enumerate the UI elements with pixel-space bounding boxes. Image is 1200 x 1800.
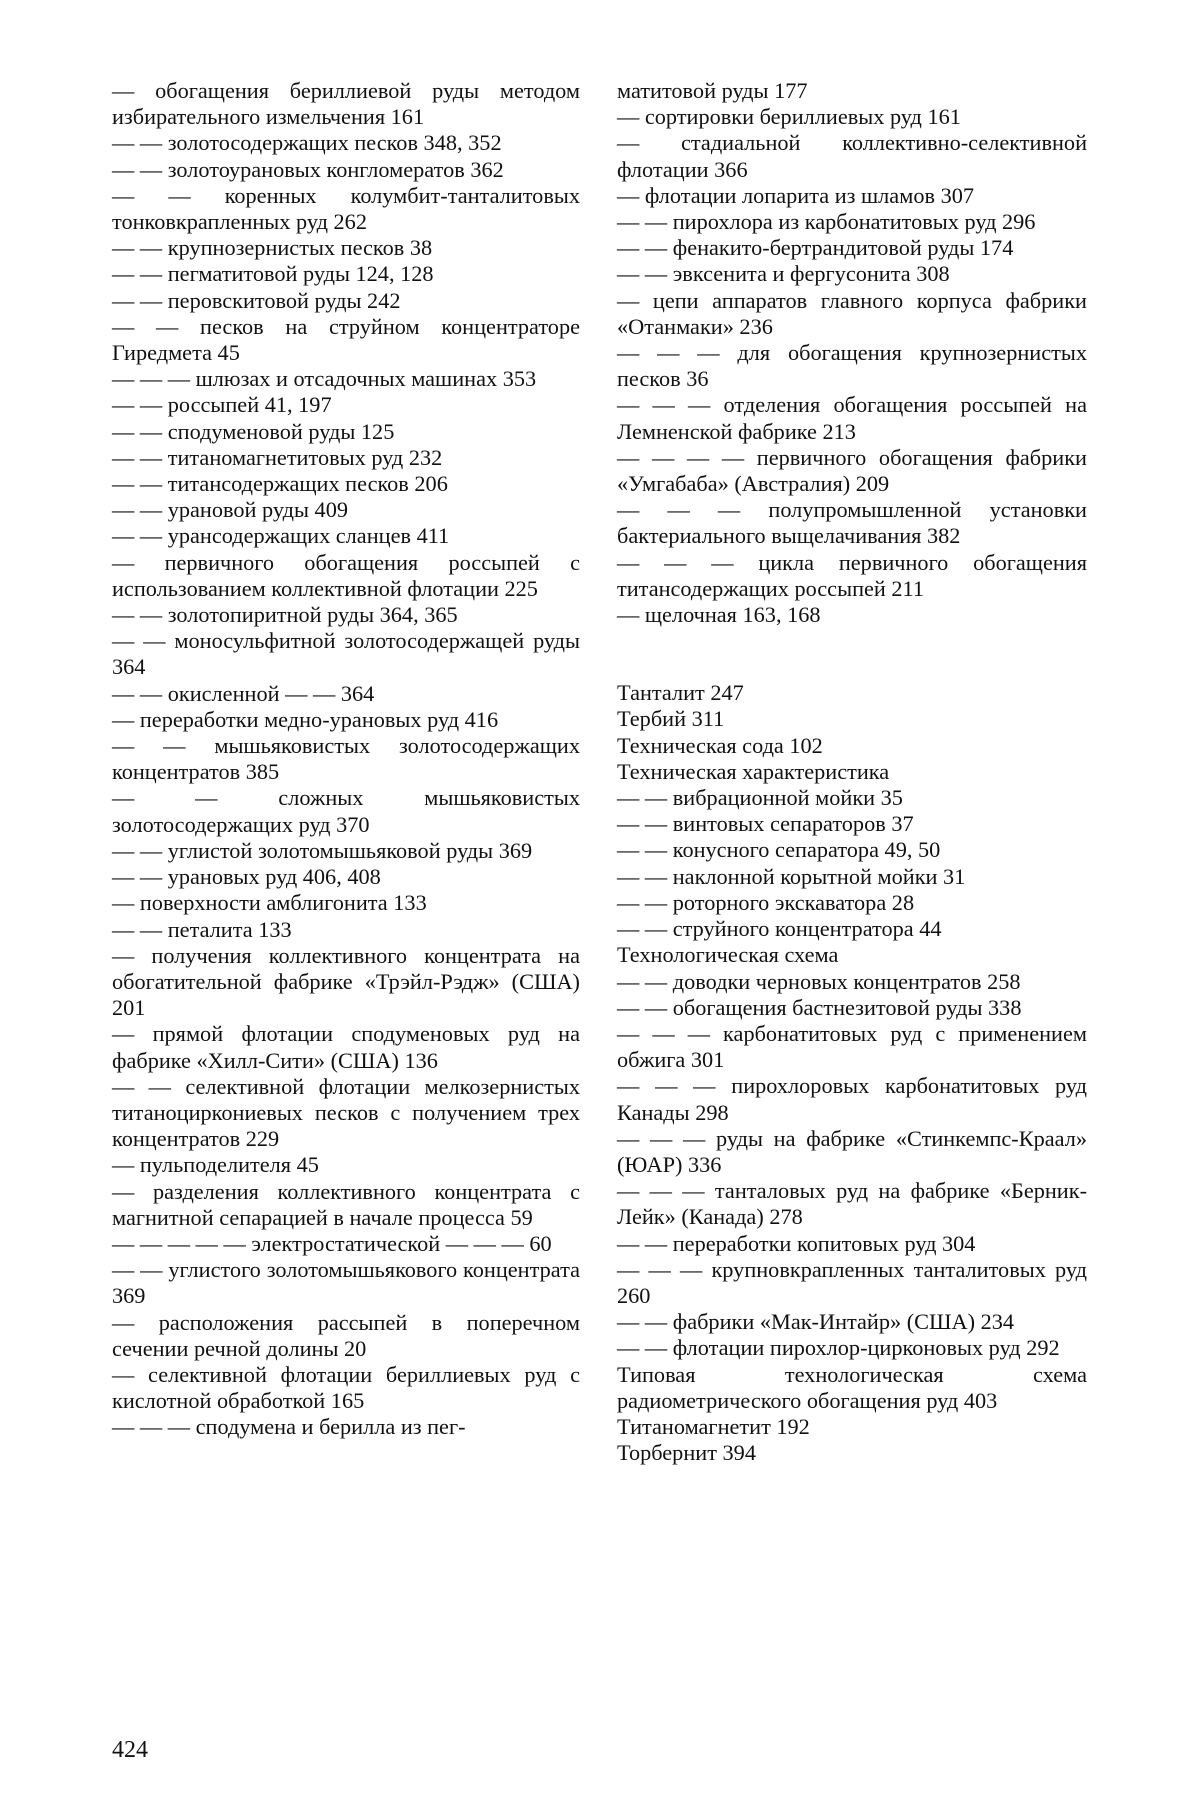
index-entry: — — — сподумена и берилла из пег-: [112, 1414, 466, 1440]
index-entry: — — сподуменовой руды 125: [112, 418, 395, 444]
index-entry: — — — карбонатитовых руд с применением обжига 301: [617, 1020, 1087, 1073]
index-entry: — — золотопиритной руды 364, 365: [112, 602, 458, 628]
index-entry: — — — руды на фабрике «Стинкемпс-Краал» (ЮАР) 336: [617, 1125, 1087, 1177]
index-entry: — стадиальной коллективно-селективной флотации 366: [617, 130, 1087, 182]
index-entry: — — крупнозернистых песков 38: [112, 235, 433, 261]
index-entry: — — золотосодержащих песков 348, 352: [112, 130, 502, 156]
index-entry: — — коренных колумбит-танталитовых тонковкрапленных руд 262: [112, 182, 580, 235]
index-entry: — селективной флотации бериллиевых руд с кислотной обработкой 165: [112, 1361, 580, 1414]
index-entry: — — титансодержащих песков 206: [112, 471, 448, 497]
index-entry: — прямой флотации сподуменовых руд на фабрике «Хилл-Сити» (США) 136: [112, 1021, 580, 1073]
index-entry: — — — шлюзах и отсадочных машинах 353: [112, 366, 537, 392]
index-entry: Танталит 247: [617, 680, 744, 706]
index-entry: — цепи аппаратов главного корпуса фабрики «Отанмаки» 236: [617, 287, 1087, 339]
index-entry: Тербий 311: [617, 706, 725, 732]
index-entry: — — окисленной — — 364: [112, 680, 375, 706]
left-column: [112, 78, 580, 1441]
section-gap: [617, 628, 1087, 680]
index-entry: — — россыпей 41, 197: [112, 392, 332, 418]
index-entry: — расположения рассыпей в поперечном сечении речной долины 20: [112, 1309, 580, 1361]
right-column: [617, 78, 1087, 1466]
index-entry: — — — отделения обогащения россыпей на Лемненской фабрике 213: [617, 392, 1087, 444]
index-entry: — — — — — электростатической — — — 60: [112, 1230, 552, 1256]
index-entry: — первичного обогащения россыпей с использованием коллективной флотации 225: [112, 549, 580, 601]
index-entry: — получения коллективного концентрата на обогатительной фабрике «Трэйл-Рэдж» (США) 201: [112, 942, 580, 1021]
index-entry: — — доводки черновых концентратов 258: [617, 968, 1021, 994]
index-entry: — — золотоурановых конгломератов 362: [112, 156, 504, 182]
index-entry: — — песков на струйном концентраторе Гиредмета 45: [112, 313, 580, 366]
index-entry: — — роторного экскаватора 28: [617, 889, 915, 915]
index-entry: — — фабрики «Мак-Интайр» (США) 234: [617, 1309, 1015, 1335]
index-entry: — — — пирохлоровых карбонатитовых руд Канады 298: [617, 1073, 1087, 1125]
index-entry: — — струйного концентратора 44: [617, 916, 942, 942]
index-entry: Торбернит 394: [617, 1440, 756, 1466]
index-entry: — — углистой золотомышьяковой руды 369: [112, 837, 533, 863]
index-entry: — — обогащения бастнезитовой руды 338: [617, 994, 1022, 1020]
index-entry: — — конусного сепаратора 49, 50: [617, 837, 941, 863]
index-entry: — — селективной флотации мелкозернистых титаноциркониевых песков с получением трех концентратов 229: [112, 1073, 580, 1152]
index-entry: — — переработки копитовых руд 304: [617, 1230, 976, 1256]
index-entry: — — сложных мышьяковистых золотосодержащих руд 370: [112, 785, 580, 837]
index-entry: — переработки медно-урановых руд 416: [112, 706, 499, 732]
index-entry: — — — — первичного обогащения фабрики «Умгабаба» (Австралия) 209: [617, 444, 1087, 497]
index-entry: — разделения коллективного концентрата с магнитной сепарацией в начале процесса 59: [112, 1178, 580, 1230]
index-entry: — — пегматитовой руды 124, 128: [112, 261, 434, 287]
index-entry: — — пирохлора из карбонатитовых руд 296: [617, 209, 1036, 235]
index-entry: Технологическая схема: [617, 942, 839, 968]
index-entry: Титаномагнетит 192: [617, 1413, 810, 1439]
index-entry: — — — для обогащения крупнозернистых песков 36: [617, 340, 1087, 392]
index-entry: — — урановых руд 406, 408: [112, 864, 381, 890]
index-entry: — — наклонной корытной мойки 31: [617, 863, 966, 889]
index-entry: Типовая технологическая схема радиометрического обогащения руд 403: [617, 1361, 1087, 1413]
index-entry: — — моносульфитной золотосодержащей руды 364: [112, 628, 580, 680]
index-entry: Техническая сода 102: [617, 732, 823, 758]
index-entry: — щелочная 163, 168: [617, 602, 821, 628]
index-entry: — пульподелителя 45: [112, 1152, 319, 1178]
index-entry: — — урансодержащих сланцев 411: [112, 523, 450, 549]
index-entry: — — — крупновкрапленных танталитовых руд 260: [617, 1256, 1087, 1308]
index-entry: — — мышьяковистых золотосодержащих концентратов 385: [112, 733, 580, 785]
index-entry: — — углистого золотомышьякового концентрата 369: [112, 1257, 580, 1309]
index-entry: — флотации лопарита из шламов 307: [617, 182, 975, 208]
index-entry: — — винтовых сепараторов 37: [617, 811, 914, 837]
index-entry: — поверхности амблигонита 133: [112, 890, 427, 916]
page-number: 424: [112, 1737, 148, 1763]
index-entry: — — урановой руды 409: [112, 497, 348, 523]
index-entry: — — вибрационной мойки 35: [617, 785, 903, 811]
index-entry: — — фенакито-бертрандитовой руды 174: [617, 235, 1014, 261]
index-entry: матитовой руды 177: [617, 78, 808, 103]
index-entry: — — перовскитовой руды 242: [112, 287, 401, 313]
index-entry: — обогащения бериллиевой руды методом избирательного измельчения 161: [112, 78, 580, 130]
index-entry: — — флотации пирохлор-цирконовых руд 292: [617, 1335, 1060, 1361]
index-entry: — — эвксенита и фергусонита 308: [617, 261, 950, 287]
index-entry: — — — цикла первичного обогащения титансодержащих россыпей 211: [617, 549, 1087, 601]
index-entry: — сортировки бериллиевых руд 161: [617, 104, 961, 130]
index-entry: — — — полупромышленной установки бактериального выщелачивания 382: [617, 497, 1087, 549]
index-entry: — — титаномагнетитовых руд 232: [112, 444, 443, 470]
index-entry: — — — танталовых руд на фабрике «Берник-Лейк» (Канада) 278: [617, 1178, 1087, 1230]
index-entry: Техническая характеристика: [617, 758, 890, 784]
index-entry: — — петалита 133: [112, 916, 292, 942]
